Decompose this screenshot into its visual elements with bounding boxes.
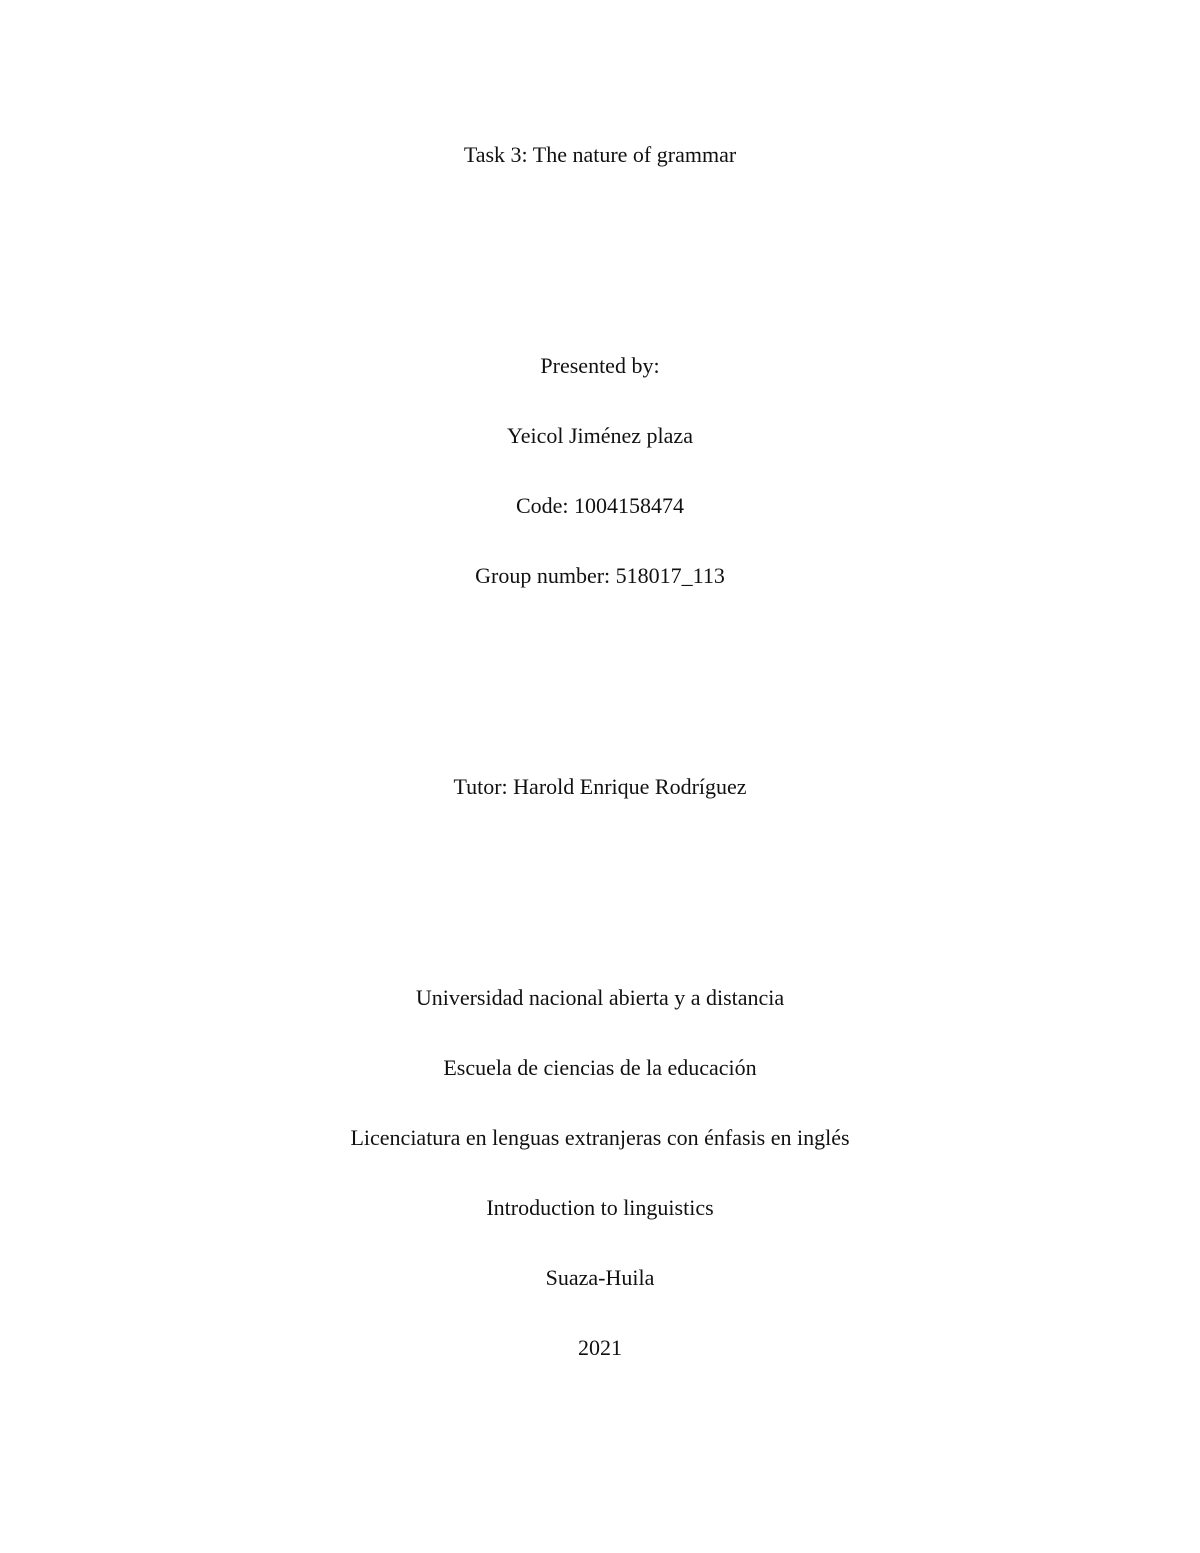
- program-name: Licenciatura en lenguas extranjeras con énfasis en inglés: [350, 1125, 850, 1150]
- student-code: Code: 1004158474: [515, 493, 685, 518]
- presented-by-label: Presented by:: [540, 353, 660, 378]
- year: 2021: [578, 1335, 622, 1360]
- school-name: Escuela de ciencias de la educación: [443, 1055, 757, 1080]
- university-name: Universidad nacional abierta y a distancia: [415, 985, 785, 1010]
- document-title: Task 3: The nature of grammar: [463, 142, 737, 167]
- course-name: Introduction to linguistics: [486, 1195, 714, 1220]
- tutor-name: Tutor: Harold Enrique Rodríguez: [453, 774, 747, 799]
- author-name: Yeicol Jiménez plaza: [507, 423, 693, 448]
- group-number: Group number: 518017_113: [475, 563, 725, 588]
- place-name: Suaza-Huila: [545, 1265, 655, 1290]
